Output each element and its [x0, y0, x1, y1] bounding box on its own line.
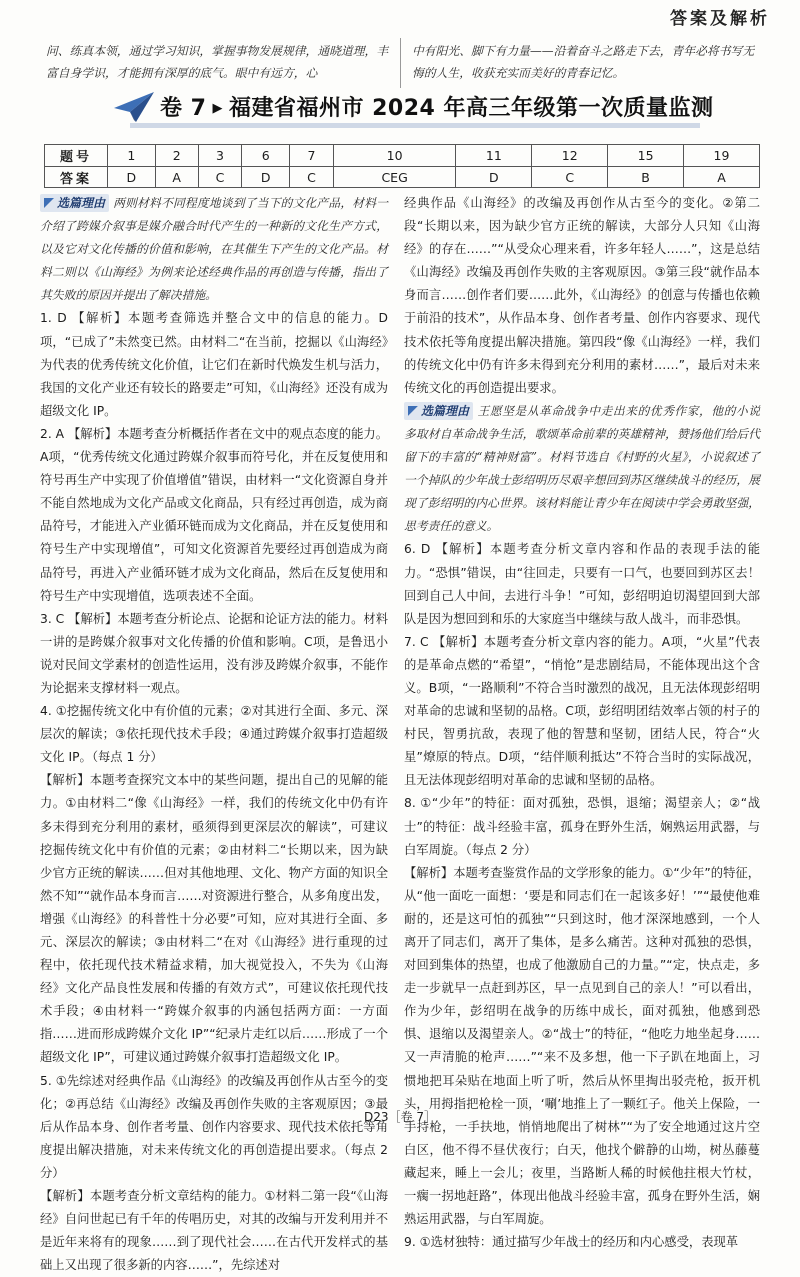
question-number: 6 — [242, 145, 290, 167]
answer-q7: 7. C 【解析】本题考查分析文章内容的能力。A项，“火星”代表的是革命点燃的“希望”，“悄怆”是悲剧结局，不能体现出这个含义。B项，“一路顺利”不符合当时激烈的战况，且无法体现彭绍明对革命的忠诚和坚韧的品格。C项，彭绍明团结效率占领的村子的村民，智勇抗敌，表现了他的智慧和坚韧，团结人民，符合“火星”燎原的特点。D项，“结伴顺利抵达”不符合当时的实际战况，且无法体现彭绍明对革命的忠诚和坚韧的品格。 — [404, 634, 760, 788]
paper-plane-icon — [112, 88, 156, 124]
question-number: 2 — [155, 145, 198, 167]
selection-reason-text: 王愿坚是从革命战争中走出来的优秀作家，他的小说多取材自革命战争生活，歌颂革命前辈的英雄精神，赞扬他们给后代留下的丰富的“精神财富”。材料节选自《村野的火星》，小说叙述了一个掉队的少年战士彭绍明历尽艰辛想回到苏区继续战斗的经历，展现了彭绍明的内心世界。该材料能让青少年在阅读中学会勇敢坚强，思考责任的意义。 — [404, 403, 760, 534]
answer-cell: D — [242, 167, 290, 188]
answer-cell: D — [456, 167, 532, 188]
answer-cell: A — [684, 167, 760, 188]
selection-reason-badge: 选篇理由 — [404, 402, 473, 420]
right-column — [404, 192, 760, 1254]
section-tag: 答案及解析 — [670, 9, 770, 29]
volume-label: 卷 7 — [160, 96, 207, 121]
analysis-q5-cont: 经典作品《山海经》的改编及再创作从古至今的变化。②第二段“长期以来，因为缺少官方正统的解读，大部分人只知《山海经》的存在……”“从受众心理来看，许多年轻人……”，这是总结《山海经》改编及再创作失败的主客观原因。③第三段“就作品本身而言……创作者们要……此外，《山海经》的创意与传播也依赖于前沿的技术”，从作品本身、创作者考量、创作内容要求、现代技术依托等角度提出解决措施。第四段“像《山海经》一样，我们的传统文化中仍有许多未得到充分利用的素材……”，最后对未来传统文化的再创造提出要求。 — [404, 196, 760, 395]
title-underline — [130, 123, 700, 128]
question-number: 12 — [532, 145, 608, 167]
answer-q5: 5. ①先综述对经典作品《山海经》的改编及再创作从古至今的变化；②再总结《山海经》改编及再创作失败的主客观原因；③最后从作品本身、创作者考量、创作内容要求、现代技术依托等角度提出解决措施，对未来传统文化的再创造提出要求。（每点 2 分） — [40, 1073, 388, 1180]
question-number: 15 — [608, 145, 684, 167]
answer-q4: 4. ①挖掘传统文化中有价值的元素；②对其进行全面、多元、深层次的解读；③依托现代技术手段；④通过跨媒介叙事打造超级文化 IP。（每点 1 分） — [40, 704, 388, 765]
answer-cell: A — [155, 167, 198, 188]
page-number: D23［卷 7］ — [364, 1110, 436, 1124]
answer-q2: 2. A 【解析】本题考查分析概括作者在文中的观点态度的能力。A项，“优秀传统文化通过跨媒介叙事而符号化，并在反复使用和符号再生产中实现了价值增值”错误，由材料一“文化资源自身并不能自然地成为文化产品或文化商品，只有经过再创造，成为商品符号，才能进入产业循环链而成为文化商品，并在反复使用和符号生产中实现增值”，可知文化资源首先要经过再创造成为商品符号，再进入产业循环链才成为文化商品，然后在反复使用和符号生产中实现增值，选项表述不全面。 — [40, 426, 388, 603]
row-header: 题号 — [45, 145, 108, 167]
answer-q8: 8. ①“少年”的特征：面对孤独，恐惧，退缩；渴望亲人；②“战士”的特征：战斗经验丰富，孤身在野外生活，娴熟运用武器，与白军周旋。（每点 2 分） — [404, 796, 760, 857]
answer-cell: C — [198, 167, 242, 188]
selection-reason-1 — [40, 192, 388, 307]
selection-reason-badge: 选篇理由 — [40, 194, 109, 212]
question-number: 11 — [456, 145, 532, 167]
question-number: 7 — [290, 145, 334, 167]
intro-text-left: 问、练真本领，通过学习知识，掌握事物发展规律，通晓道理，丰富自身学识，才能拥有深厚的底气。眼中有远方，心 — [46, 44, 389, 80]
answer-q6: 6. D 【解析】本题考查分析文章内容和作品的表现手法的能力。“恐惧”错误，由“往回走，只要有一口气，也要回到苏区去！回到自己人中间，去进行斗争！”可知，彭绍明迫切渴望回到大部队是因为想回到和乐的大家庭当中继续与敌人战斗，而非恐惧。 — [404, 542, 760, 626]
analysis-q8: 【解析】本题考查鉴赏作品的文学形象的能力。①“少年”的特征，从“他一面吃一面想：‘要是和同志们在一起该多好！’”“最使他难耐的，还是这可怕的孤独”“只到这时，他才深深地感到，一个人离开了同志们，离开了集体，是多么痛苦。这种对孤独的恐惧，对回到集体的热望，也成了他激励自己的力量。”“定，快点走，多走一步就早一点赶到苏区，早一点见到自己的亲人！”可以看出，作为少年，彭绍明在战争的历练中成长，面对孤独，他感到恐惧、退缩以及渴望亲人。②“战士”的特征，“他吃力地坐起身……又一声清脆的枪声……”“来不及多想，他一下子趴在地面上，习惯地把耳朵贴在地面上听了听，然后从怀里掏出驳壳枪，扳开机头，用拇指把枪栓一顶，‘唰’地推上了一颗红子。他关上保险，一手持枪，一手扶地，悄悄地爬出了树林”“为了安全地通过这片空白区，他不得不昼伏夜行；白天，他找个僻静的山坳，树丛藤蔓藏起来，睡上一会儿；夜里，当路断人稀的时候他拄根大竹杖，一瘸一拐地赶路”，体现出他战斗经验丰富，孤身在野外生活，娴熟运用武器，与白军周旋。 — [404, 865, 760, 1227]
exam-title-bar — [112, 88, 714, 128]
question-number: 10 — [333, 145, 456, 167]
selection-reason-text: 两则材料不同程度地谈到了当下的文化产品，材料一介绍了跨媒介叙事是媒介融合时代产生的一种新的文化生产方式，以及它对文化传播的价值和影响，在其催生下产生的文化产品。材料二则以《山海经》为例来论述经典作品的再创造与传播，指出了其失败的原因并提出了解决措施。 — [40, 196, 388, 303]
answer-q3: 3. C 【解析】本题考查分析论点、论据和论证方法的能力。材料一讲的是跨媒介叙事对文化传播的价值和影响。C项，是鲁迅小说对民间文学素材的创造性运用，没有涉及跨媒介叙事，不能作为论据来支撑材料一观点。 — [40, 611, 388, 695]
answer-table — [44, 144, 760, 188]
badge-corner-icon — [44, 198, 54, 208]
answer-q1: 1. D 【解析】本题考查筛选并整合文中的信息的能力。D项，“已成了”未然变已然。由材料二“在当前，挖掘以《山海经》为代表的优秀传统文化价值，让它们在新时代焕发生机与活力，我国的文化产业还有较长的路要走”可知，《山海经》还没有成为超级文化 IP。 — [40, 311, 388, 418]
question-number-row — [45, 145, 760, 167]
intro-text-right: 中有阳光、脚下有力量——沿着奋斗之路走下去，青年必将书写无悔的人生，收获充实而美好的青春记忆。 — [412, 44, 755, 80]
triangle-icon: ▶ — [212, 101, 223, 116]
answer-q9: 9. ①选材独特：通过描写少年战士的经历和内心感受，表现革 — [404, 1235, 739, 1250]
question-number: 1 — [108, 145, 156, 167]
column-divider — [400, 38, 401, 88]
answer-cell: CEG — [333, 167, 456, 188]
question-number: 3 — [198, 145, 242, 167]
selection-reason-2 — [404, 400, 760, 539]
answer-row — [45, 167, 760, 188]
answer-cell: C — [532, 167, 608, 188]
answer-cell: D — [108, 167, 156, 188]
exam-name: 福建省福州市 2024 年高三年级第一次质量监测 — [228, 96, 714, 121]
answer-cell: B — [608, 167, 684, 188]
question-number: 19 — [684, 145, 760, 167]
badge-corner-icon — [408, 406, 418, 416]
row-header: 答案 — [45, 167, 108, 188]
answer-cell: C — [290, 167, 334, 188]
exam-title — [160, 91, 714, 122]
analysis-q5: 【解析】本题考查分析文章结构的能力。①材料二第一段“《山海经》自问世起已有千年的传唱历史，对其的改编与开发利用并不是近年来将有的现象……到了现代社会……在古代开发样式的基础上又出现了很多新的内容……”，先综述对 — [40, 1189, 388, 1273]
analysis-q4: 【解析】本题考查探究文本中的某些问题，提出自己的见解的能力。①由材料二“像《山海经》一样，我们的传统文化中仍有许多未得到充分利用的素材，亟须得到更深层次的解读”，可建议挖掘传统文化中有价值的元素；②由材料二“长期以来，因为缺少官方正统的解读……但对其他地理、文化、物产方面的知识全然不知”“就作品本身而言……对资源进行整合，从多角度出发，增强《山海经》的科普性十分必要”可知，应对其进行全面、多元、深层次的解读；③由材料二“在对《山海经》进行重现的过程中，依托现代技术精益求精，加大视觉投入，不失为《山海经》文化产品良性发展和传播的有效方式”，可建议依托现代技术手段；④由材料一“跨媒介叙事的内涵包括两方面：一方面指……进而形成跨媒介文化 IP”“纪录片走红以后……形成了一个超级文化 IP”，可建议通过跨媒介叙事打造超级文化 IP。 — [40, 773, 388, 1065]
